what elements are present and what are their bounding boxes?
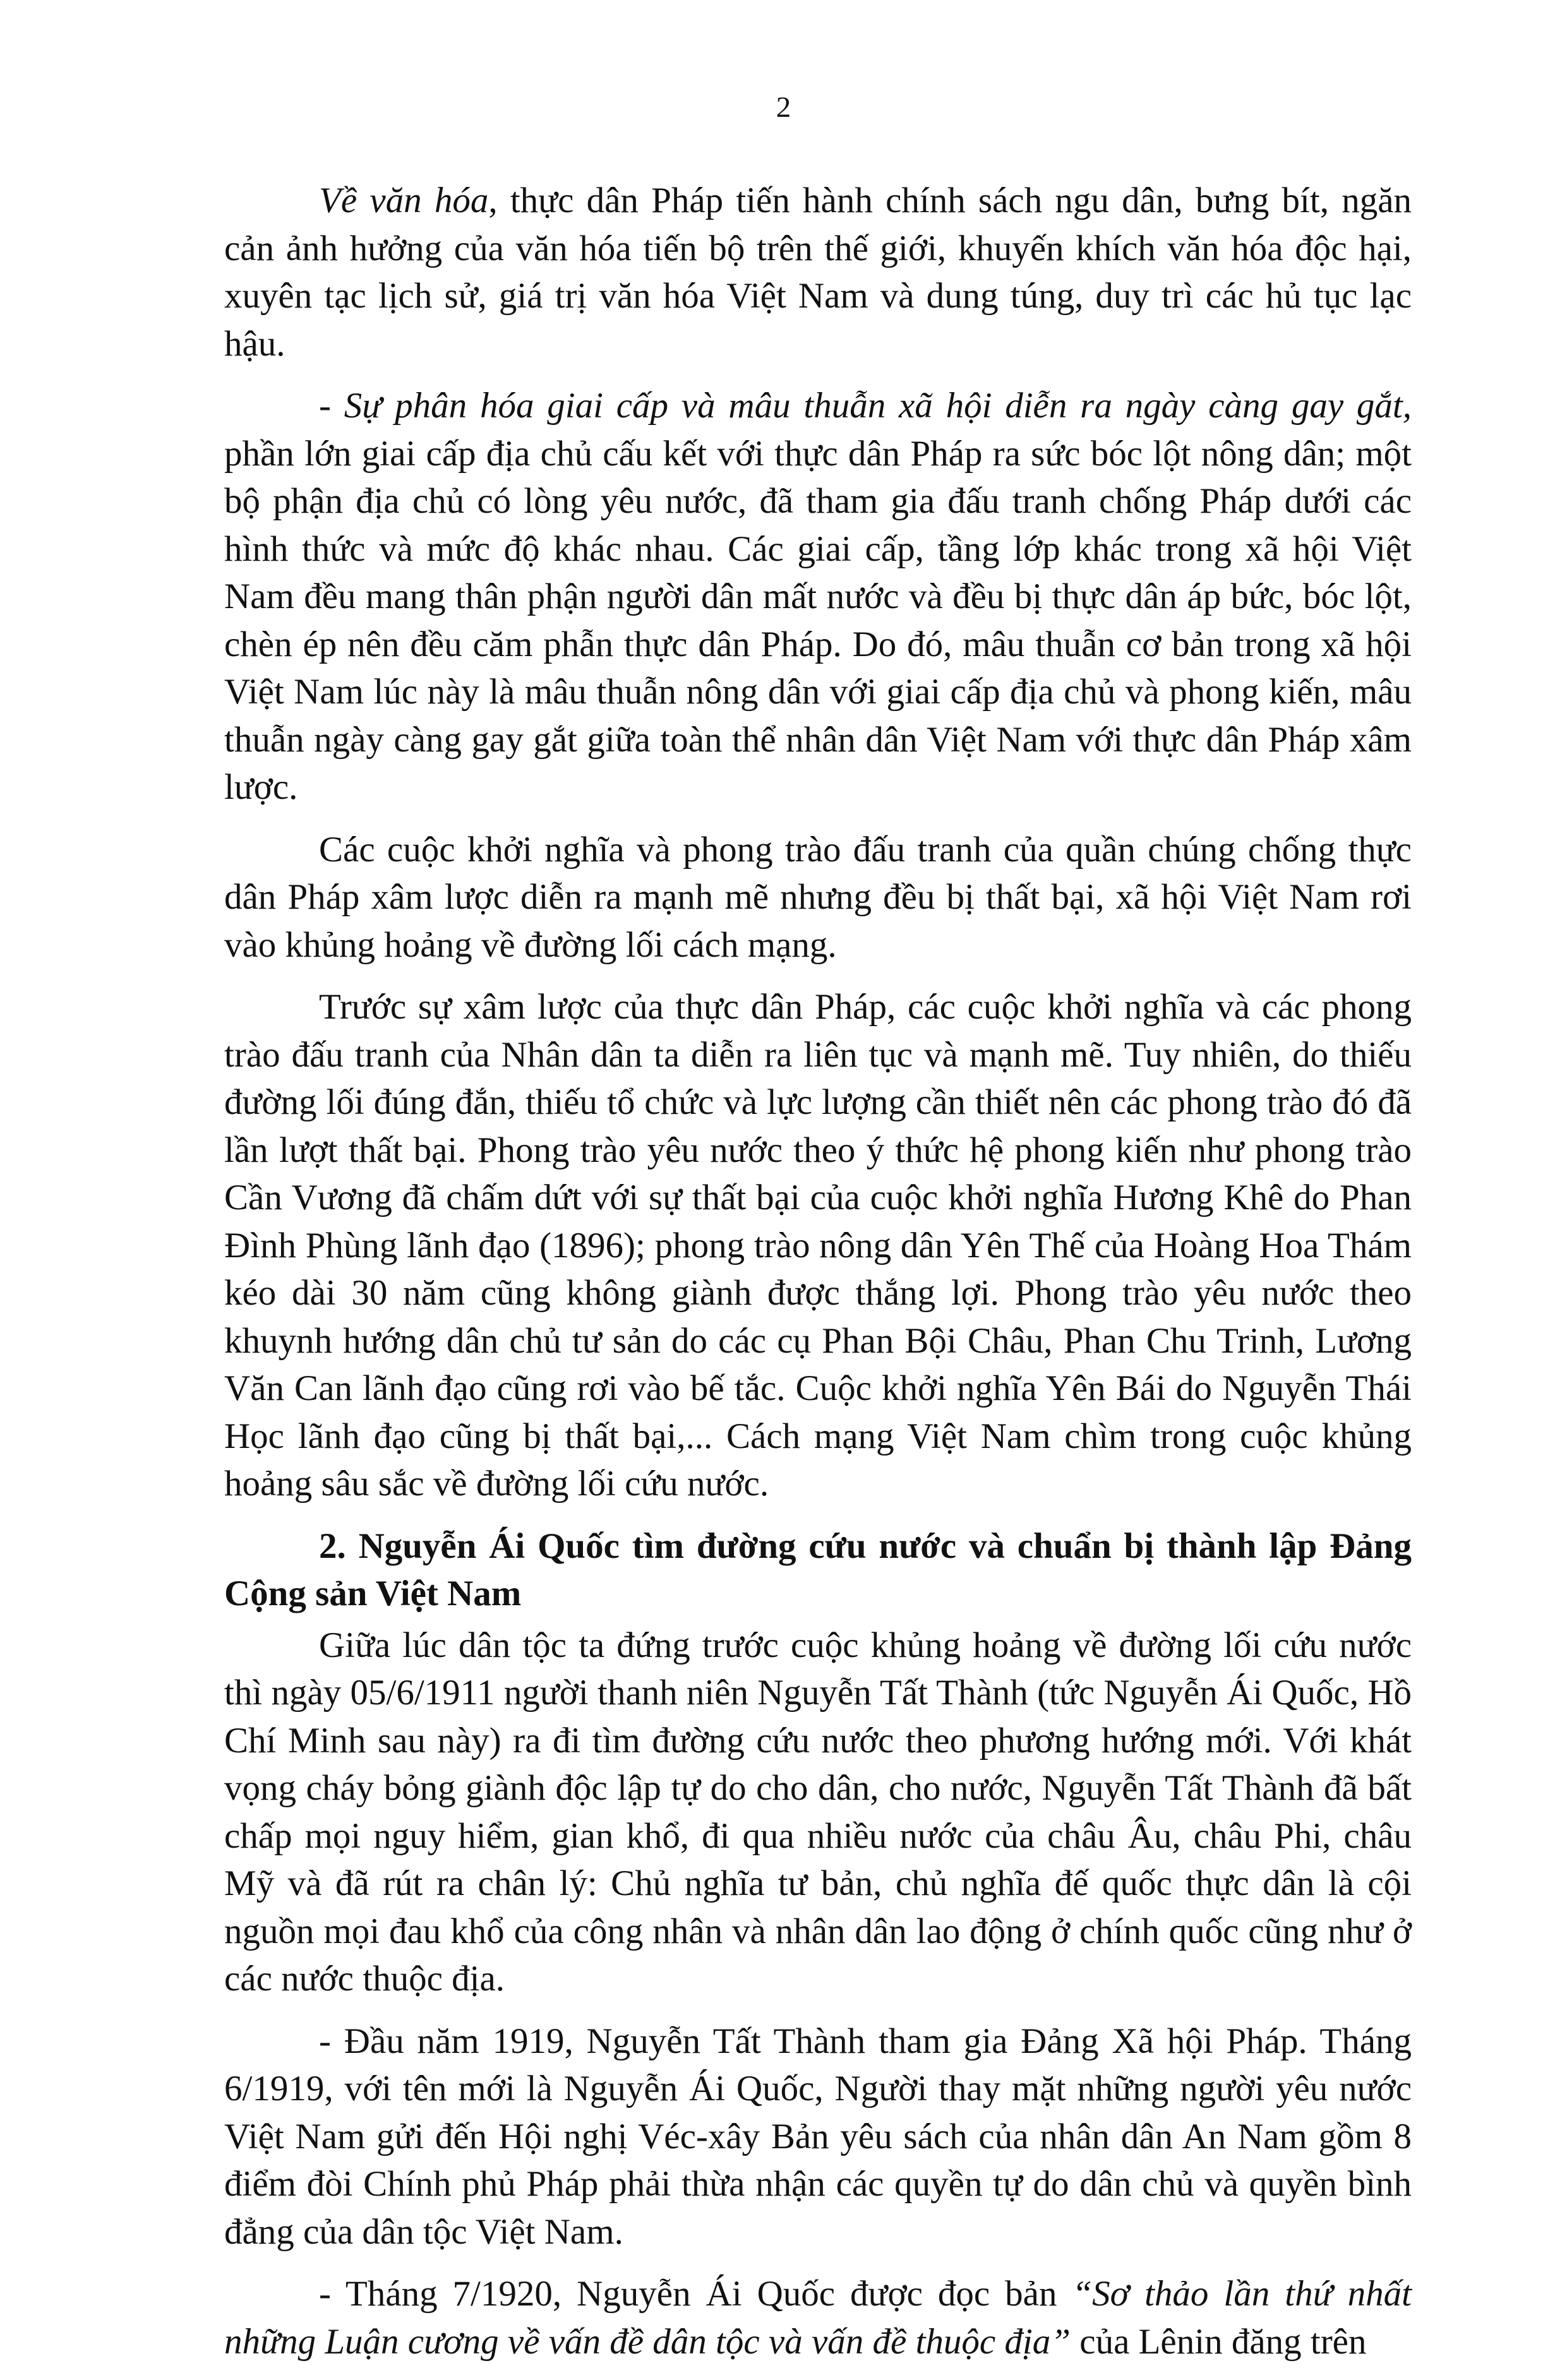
paragraph-class-division bbox=[224, 382, 1412, 811]
paragraph-culture bbox=[224, 177, 1412, 368]
paragraph-tail: của Lênin đăng trên bbox=[1071, 2321, 1367, 2362]
paragraph-journey: Giữa lúc dân tộc ta đứng trước cuộc khủng hoảng về đường lối cứu nước thì ngày 05/6/1911 người thanh niên Nguyễn Tất Thành (tức Nguyễn Ái Quốc, Hồ Chí Minh sau này) ra đi tìm đường cứu nước theo phương hướng mới. Với khát vọng cháy bỏng giành độc lập tự do cho dân, cho nước, Nguyễn Tất Thành đã bất chấp mọi nguy hiểm, gian khổ, đi qua nhiều nước của châu Âu, châu Phi, châu Mỹ và đã rút ra chân lý: Chủ nghĩa tư bản, chủ nghĩa đế quốc thực dân là cội nguồn mọi đau khổ của công nhân và nhân dân lao động ở chính quốc cũng như ở các nước thuộc địa. bbox=[224, 1625, 1412, 1999]
paragraph-uprisings-summary: Các cuộc khởi nghĩa và phong trào đấu tranh của quần chúng chống thực dân Pháp xâm lược diễn ra mạnh mẽ nhưng đều bị thất bại, xã hội Việt Nam rơi vào khủng hoảng về đường lối cách mạng. bbox=[224, 829, 1412, 965]
paragraph-uprisings-detail: Trước sự xâm lược của thực dân Pháp, các cuộc khởi nghĩa và các phong trào đấu tranh của Nhân dân ta diễn ra liên tục và mạnh mẽ. Tuy nhiên, do thiếu đường lối đúng đắn, thiếu tổ chức và lực lượng cần thiết nên các phong trào đó đã lần lượt thất bại. Phong trào yêu nước theo ý thức hệ phong kiến như phong trào Cần Vương đã chấm dứt với sự thất bại của cuộc khởi nghĩa Hương Khê do Phan Đình Phùng lãnh đạo (1896); phong trào nông dân Yên Thế của Hoàng Hoa Thám kéo dài 30 năm cũng không giành được thắng lợi. Phong trào yêu nước theo khuynh hướng dân chủ tư sản do các cụ Phan Bội Châu, Phan Chu Trinh, Lương Văn Can lãnh đạo cũng rơi vào bế tắc. Cuộc khởi nghĩa Yên Bái do Nguyễn Thái Học lãnh đạo cũng bị thất bại,... Cách mạng Việt Nam chìm trong cuộc khủng hoảng sâu sắc về đường lối cứu nước. bbox=[224, 987, 1412, 1504]
paragraph-lead-italic: - Sự phân hóa giai cấp và mâu thuẫn xã hội diễn ra ngày càng gay gắt, bbox=[319, 386, 1412, 426]
paragraph-lead: - Tháng 7/1920, Nguyễn Ái Quốc được đọc bản bbox=[319, 2274, 1072, 2314]
page-number: 2 bbox=[776, 91, 791, 124]
document-body bbox=[224, 177, 1412, 2380]
paragraph-1919: - Đầu năm 1919, Nguyễn Tất Thành tham gia Đảng Xã hội Pháp. Tháng 6/1919, với tên mới là Nguyễn Ái Quốc, Người thay mặt những người yêu nước Việt Nam gửi đến Hội nghị Véc-xây Bản yêu sách của nhân dân An Nam gồm 8 điểm đòi Chính phủ Pháp phải thừa nhận các quyền tự do dân chủ và quyền bình đẳng của dân tộc Việt Nam. bbox=[224, 2021, 1412, 2252]
paragraph-italic-title: “Sơ thảo lần thứ nhất những Luận cương về vấn đề dân tộc và vấn đề thuộc địa” bbox=[224, 2274, 1412, 2362]
paragraph-text: , thực dân Pháp tiến hành chính sách ngu dân, bưng bít, ngăn cản ảnh hưởng của văn hóa tiến bộ trên thế giới, khuyến khích văn hóa độc hại, xuyên tạc lịch sử, giá trị văn hóa Việt Nam và dung túng, duy trì các hủ tục lạc hậu. bbox=[224, 181, 1412, 364]
paragraph-text: phần lớn giai cấp địa chủ cấu kết với thực dân Pháp ra sức bóc lột nông dân; một bộ phận địa chủ có lòng yêu nước, đã tham gia đấu tranh chống Pháp dưới các hình thức và mức độ khác nhau. Các giai cấp, tầng lớp khác trong xã hội Việt Nam đều mang thân phận người dân mất nước và đều bị thực dân áp bức, bóc lột, chèn ép nên đều căm phẫn thực dân Pháp. Do đó, mâu thuẫn cơ bản trong xã hội Việt Nam lúc này là mâu thuẫn nông dân với giai cấp địa chủ và phong kiến, mâu thuẫn ngày càng gay gắt giữa toàn thể nhân dân Việt Nam với thực dân Pháp xâm lược. bbox=[224, 433, 1412, 807]
paragraph-1920 bbox=[224, 2270, 1412, 2365]
paragraph-lead-italic: Về văn hóa bbox=[319, 181, 489, 220]
section-heading: 2. Nguyễn Ái Quốc tìm đường cứu nước và chuẩn bị thành lập Đảng Cộng sản Việt Nam bbox=[224, 1526, 1412, 1613]
